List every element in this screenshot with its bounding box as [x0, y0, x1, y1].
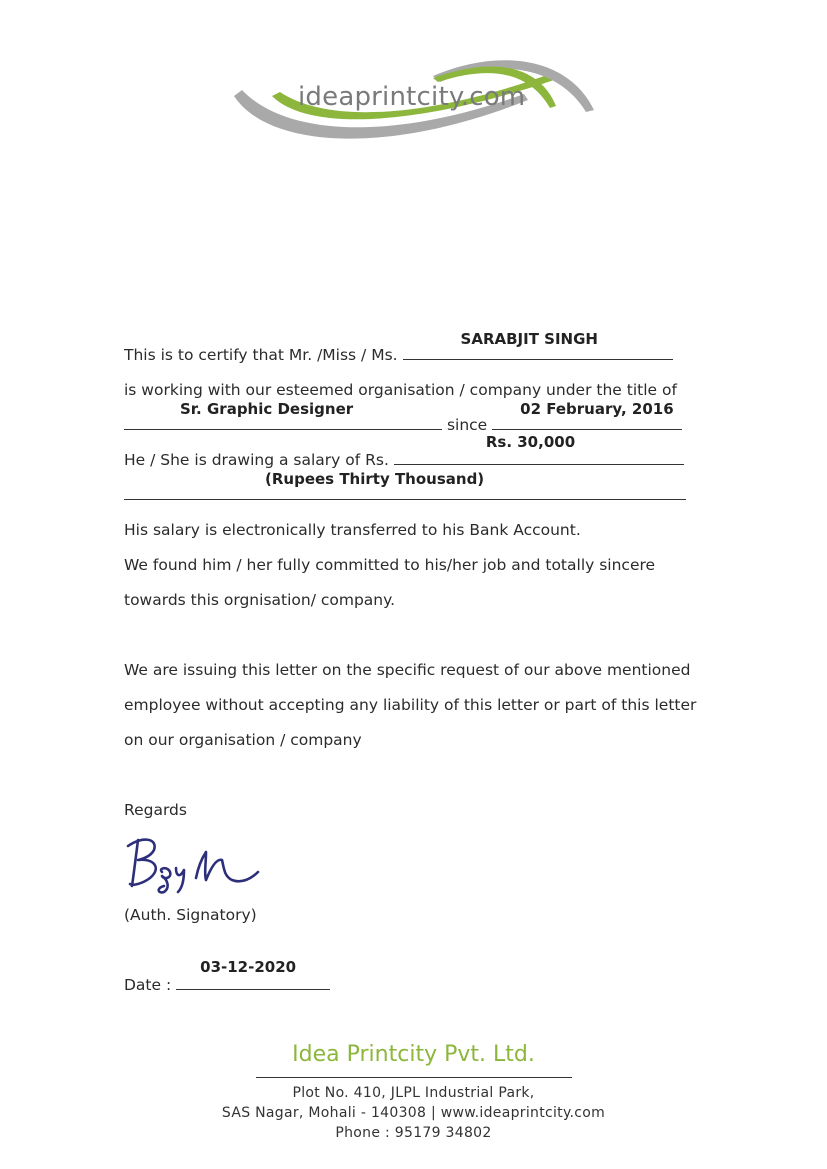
employee-name-blank — [403, 330, 673, 360]
certify-line — [124, 330, 673, 373]
date-line — [124, 958, 330, 1003]
working-line: is working with our esteemed organisation / company under the title of — [124, 381, 677, 399]
designation-line — [124, 400, 682, 443]
footer-address-2: SAS Nagar, Mohali - 140308 | www.ideaprintcity.com — [221, 1105, 606, 1121]
salary-words-blank — [124, 470, 686, 500]
towards-text: towards this orgnisation/ company. — [124, 591, 396, 609]
footer-divider — [256, 1077, 572, 1078]
date-value: 03-12-2020 — [200, 958, 297, 976]
joining-date: 02 February, 2016 — [520, 400, 674, 418]
intro-text: This is to certify that Mr. /Miss / Ms. — [124, 346, 398, 364]
salary-amount: Rs. 30,000 — [485, 433, 576, 451]
company-logo — [228, 48, 600, 148]
salary-text: He / She is drawing a salary of Rs. — [124, 451, 389, 469]
designation-blank — [124, 400, 442, 430]
transfer-text: His salary is electronically transferred to his Bank Account. — [124, 521, 581, 539]
committed-text: We found him / her fully committed to his/her job and totally sincere — [124, 556, 656, 574]
issue-line-2: employee without accepting any liability of this letter or part of this letter — [124, 696, 697, 714]
issue-line-1: We are issuing this letter on the specific request of our above mentioned — [124, 661, 691, 679]
issue-line-3: on our organisation / company — [124, 731, 362, 749]
signature-icon — [124, 828, 264, 898]
signatory-label: (Auth. Signatory) — [124, 906, 257, 924]
logo-text: ideaprintcity.com — [298, 82, 526, 112]
footer-phone: Phone : 95179 34802 — [335, 1125, 492, 1141]
salary-words-line — [124, 470, 686, 513]
employee-name: SARABJIT SINGH — [460, 330, 598, 348]
date-blank — [176, 958, 330, 990]
regards-text: Regards — [124, 801, 187, 819]
footer-address-1: Plot No. 410, JLPL Industrial Park, — [292, 1085, 535, 1101]
designation: Sr. Graphic Designer — [180, 400, 354, 418]
date-label: Date : — [124, 976, 172, 994]
since-label: since — [446, 416, 488, 434]
footer-company-name: Idea Printcity Pvt. Ltd. — [292, 1042, 535, 1067]
salary-words: (Rupees Thirty Thousand) — [265, 470, 485, 488]
